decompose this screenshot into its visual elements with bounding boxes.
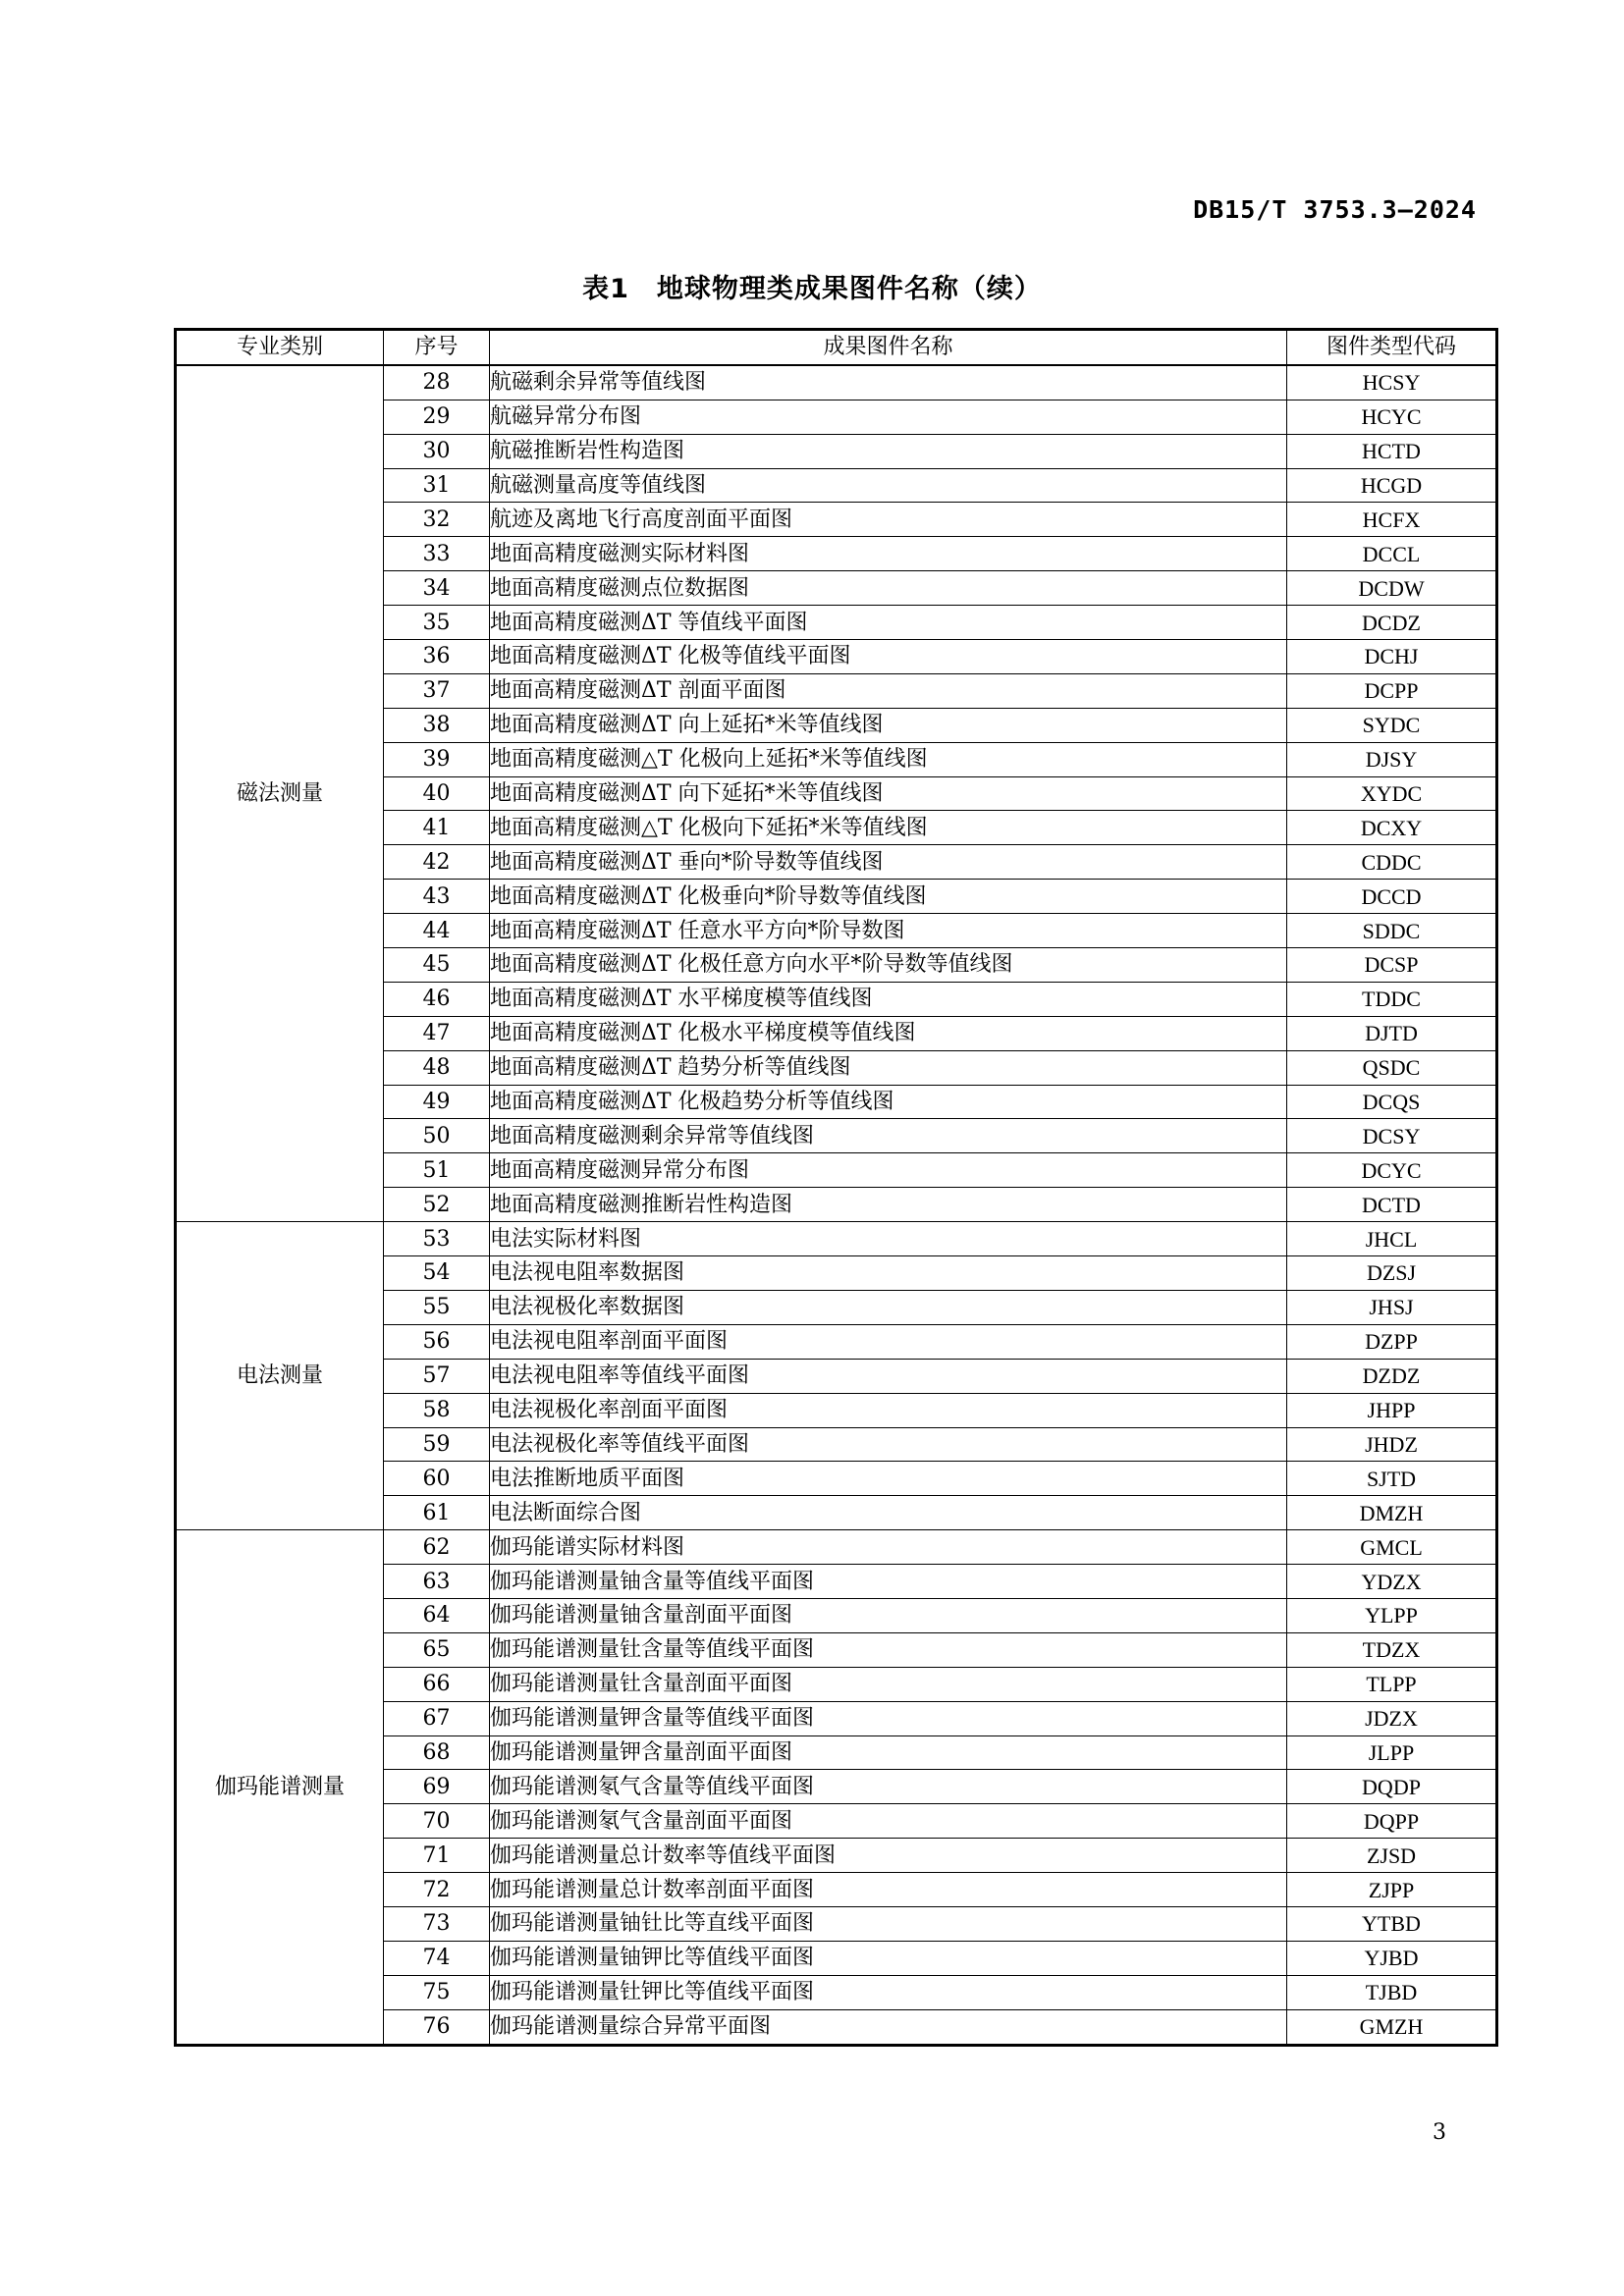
figure-name-cell: 电法视极化率剖面平面图: [490, 1393, 1287, 1427]
category-cell: 伽玛能谱测量: [176, 1530, 384, 2045]
figure-name-cell: 航磁剩余异常等值线图: [490, 365, 1287, 400]
type-code-cell: DZDZ: [1287, 1359, 1497, 1393]
type-code-cell: DJSY: [1287, 742, 1497, 776]
type-code-cell: DMZH: [1287, 1496, 1497, 1530]
figure-name-cell: 电法视电阻率数据图: [490, 1256, 1287, 1291]
figure-name-cell: 地面高精度磁测点位数据图: [490, 571, 1287, 606]
figure-name-cell: 航迹及离地飞行高度剖面平面图: [490, 503, 1287, 537]
type-code-cell: DZSJ: [1287, 1256, 1497, 1291]
figure-name-cell: 地面高精度磁测ΔT 趋势分析等值线图: [490, 1050, 1287, 1085]
type-code-cell: YLPP: [1287, 1598, 1497, 1632]
figure-name-cell: 伽玛能谱测量钍钾比等值线平面图: [490, 1975, 1287, 2009]
row-number-cell: 45: [384, 948, 490, 983]
table-title-text: 地球物理类成果图件名称（续）: [656, 274, 1042, 304]
type-code-cell: DCPP: [1287, 673, 1497, 708]
row-number-cell: 43: [384, 880, 490, 914]
type-code-cell: YJBD: [1287, 1941, 1497, 1975]
row-number-cell: 40: [384, 776, 490, 811]
row-number-cell: 49: [384, 1085, 490, 1119]
table-label: 表1: [582, 274, 629, 304]
type-code-cell: DCDZ: [1287, 606, 1497, 640]
row-number-cell: 52: [384, 1188, 490, 1222]
row-number-cell: 64: [384, 1598, 490, 1632]
figure-name-cell: 地面高精度磁测ΔT 等值线平面图: [490, 606, 1287, 640]
type-code-cell: HCYC: [1287, 400, 1497, 434]
row-number-cell: 70: [384, 1804, 490, 1839]
figure-name-cell: 地面高精度磁测实际材料图: [490, 537, 1287, 571]
type-code-cell: DCSY: [1287, 1119, 1497, 1153]
type-code-cell: SJTD: [1287, 1462, 1497, 1496]
figure-name-cell: 电法视极化率等值线平面图: [490, 1427, 1287, 1462]
type-code-cell: ZJSD: [1287, 1839, 1497, 1873]
figure-name-cell: 航磁测量高度等值线图: [490, 468, 1287, 503]
row-number-cell: 53: [384, 1222, 490, 1256]
row-number-cell: 55: [384, 1290, 490, 1324]
figure-name-cell: 伽玛能谱测量铀钍比等直线平面图: [490, 1906, 1287, 1941]
row-number-cell: 34: [384, 571, 490, 606]
row-number-cell: 42: [384, 845, 490, 880]
type-code-cell: TJBD: [1287, 1975, 1497, 2009]
row-number-cell: 58: [384, 1393, 490, 1427]
type-code-cell: DCCL: [1287, 537, 1497, 571]
table-row: [176, 365, 1497, 400]
row-number-cell: 46: [384, 982, 490, 1016]
table-header-row: [176, 330, 1497, 365]
figure-name-cell: 电法视电阻率等值线平面图: [490, 1359, 1287, 1393]
table-row: [176, 1222, 1497, 1256]
type-code-cell: JLPP: [1287, 1735, 1497, 1770]
row-number-cell: 28: [384, 365, 490, 400]
figure-name-cell: 航磁推断岩性构造图: [490, 434, 1287, 468]
row-number-cell: 30: [384, 434, 490, 468]
page-number: 3: [1433, 2120, 1446, 2145]
figure-name-cell: 伽玛能谱测量综合异常平面图: [490, 2009, 1287, 2045]
row-number-cell: 51: [384, 1153, 490, 1188]
type-code-cell: HCSY: [1287, 365, 1497, 400]
type-code-cell: HCTD: [1287, 434, 1497, 468]
row-number-cell: 36: [384, 640, 490, 674]
type-code-cell: DCSP: [1287, 948, 1497, 983]
row-number-cell: 59: [384, 1427, 490, 1462]
column-header-figure-name: 成果图件名称: [490, 330, 1287, 365]
column-header-type-code: 图件类型代码: [1287, 330, 1497, 365]
type-code-cell: SDDC: [1287, 914, 1497, 948]
category-cell: 磁法测量: [176, 365, 384, 1222]
type-code-cell: DQDP: [1287, 1770, 1497, 1804]
row-number-cell: 41: [384, 811, 490, 845]
type-code-cell: GMCL: [1287, 1530, 1497, 1565]
type-code-cell: GMZH: [1287, 2009, 1497, 2045]
row-number-cell: 32: [384, 503, 490, 537]
type-code-cell: SYDC: [1287, 708, 1497, 742]
row-number-cell: 44: [384, 914, 490, 948]
type-code-cell: DCHJ: [1287, 640, 1497, 674]
row-number-cell: 71: [384, 1839, 490, 1873]
figure-name-cell: 伽玛能谱测量钾含量剖面平面图: [490, 1735, 1287, 1770]
row-number-cell: 68: [384, 1735, 490, 1770]
figure-name-cell: 伽玛能谱测量铀钾比等值线平面图: [490, 1941, 1287, 1975]
table-row: [176, 1530, 1497, 1565]
figure-name-cell: 地面高精度磁测ΔT 化极等值线平面图: [490, 640, 1287, 674]
type-code-cell: DCCD: [1287, 880, 1497, 914]
type-code-cell: JHCL: [1287, 1222, 1497, 1256]
document-code: DB15/T 3753.3—2024: [1193, 195, 1477, 224]
figure-name-cell: 地面高精度磁测剩余异常等值线图: [490, 1119, 1287, 1153]
figure-name-cell: 伽玛能谱测量钍含量等值线平面图: [490, 1632, 1287, 1667]
figure-names-table: [174, 328, 1498, 2047]
figure-name-cell: 地面高精度磁测ΔT 向上延拓*米等值线图: [490, 708, 1287, 742]
type-code-cell: JHDZ: [1287, 1427, 1497, 1462]
type-code-cell: HCFX: [1287, 503, 1497, 537]
figure-name-cell: 伽玛能谱实际材料图: [490, 1530, 1287, 1565]
column-header-number: 序号: [384, 330, 490, 365]
row-number-cell: 76: [384, 2009, 490, 2045]
row-number-cell: 67: [384, 1701, 490, 1735]
type-code-cell: DCTD: [1287, 1188, 1497, 1222]
type-code-cell: TDDC: [1287, 982, 1497, 1016]
figure-name-cell: 地面高精度磁测ΔT 剖面平面图: [490, 673, 1287, 708]
row-number-cell: 62: [384, 1530, 490, 1565]
type-code-cell: QSDC: [1287, 1050, 1497, 1085]
row-number-cell: 39: [384, 742, 490, 776]
row-number-cell: 60: [384, 1462, 490, 1496]
figure-name-cell: 电法断面综合图: [490, 1496, 1287, 1530]
type-code-cell: CDDC: [1287, 845, 1497, 880]
row-number-cell: 74: [384, 1941, 490, 1975]
row-number-cell: 56: [384, 1324, 490, 1359]
type-code-cell: XYDC: [1287, 776, 1497, 811]
figure-name-cell: 地面高精度磁测ΔT 化极水平梯度模等值线图: [490, 1016, 1287, 1050]
table-title: [0, 267, 1624, 305]
figure-name-cell: 地面高精度磁测ΔT 任意水平方向*阶导数图: [490, 914, 1287, 948]
row-number-cell: 75: [384, 1975, 490, 2009]
figure-name-cell: 地面高精度磁测ΔT 化极垂向*阶导数等值线图: [490, 880, 1287, 914]
type-code-cell: DCDW: [1287, 571, 1497, 606]
figure-name-cell: 地面高精度磁测ΔT 化极趋势分析等值线图: [490, 1085, 1287, 1119]
figure-name-cell: 地面高精度磁测△T 化极向下延拓*米等值线图: [490, 811, 1287, 845]
figure-name-cell: 地面高精度磁测推断岩性构造图: [490, 1188, 1287, 1222]
figure-name-cell: 地面高精度磁测△T 化极向上延拓*米等值线图: [490, 742, 1287, 776]
row-number-cell: 65: [384, 1632, 490, 1667]
type-code-cell: TDZX: [1287, 1632, 1497, 1667]
row-number-cell: 66: [384, 1667, 490, 1701]
type-code-cell: DQPP: [1287, 1804, 1497, 1839]
row-number-cell: 47: [384, 1016, 490, 1050]
row-number-cell: 63: [384, 1565, 490, 1599]
figure-name-cell: 电法视电阻率剖面平面图: [490, 1324, 1287, 1359]
type-code-cell: DJTD: [1287, 1016, 1497, 1050]
row-number-cell: 31: [384, 468, 490, 503]
figure-name-cell: 航磁异常分布图: [490, 400, 1287, 434]
type-code-cell: YTBD: [1287, 1906, 1497, 1941]
figure-name-cell: 伽玛能谱测氡气含量等值线平面图: [490, 1770, 1287, 1804]
figure-name-cell: 电法视极化率数据图: [490, 1290, 1287, 1324]
type-code-cell: DCXY: [1287, 811, 1497, 845]
row-number-cell: 54: [384, 1256, 490, 1291]
figure-name-cell: 电法推断地质平面图: [490, 1462, 1287, 1496]
figure-name-cell: 伽玛能谱测氡气含量剖面平面图: [490, 1804, 1287, 1839]
row-number-cell: 37: [384, 673, 490, 708]
type-code-cell: YDZX: [1287, 1565, 1497, 1599]
row-number-cell: 38: [384, 708, 490, 742]
figure-name-cell: 伽玛能谱测量钍含量剖面平面图: [490, 1667, 1287, 1701]
type-code-cell: ZJPP: [1287, 1873, 1497, 1907]
type-code-cell: DCYC: [1287, 1153, 1497, 1188]
figure-name-cell: 伽玛能谱测量铀含量剖面平面图: [490, 1598, 1287, 1632]
table-body: [176, 365, 1497, 2045]
column-header-category: 专业类别: [176, 330, 384, 365]
row-number-cell: 33: [384, 537, 490, 571]
figure-name-cell: 地面高精度磁测ΔT 向下延拓*米等值线图: [490, 776, 1287, 811]
type-code-cell: JDZX: [1287, 1701, 1497, 1735]
row-number-cell: 35: [384, 606, 490, 640]
figure-name-cell: 地面高精度磁测异常分布图: [490, 1153, 1287, 1188]
row-number-cell: 29: [384, 400, 490, 434]
figure-name-cell: 电法实际材料图: [490, 1222, 1287, 1256]
type-code-cell: TLPP: [1287, 1667, 1497, 1701]
figure-name-cell: 伽玛能谱测量钾含量等值线平面图: [490, 1701, 1287, 1735]
figure-name-cell: 伽玛能谱测量总计数率剖面平面图: [490, 1873, 1287, 1907]
row-number-cell: 72: [384, 1873, 490, 1907]
row-number-cell: 61: [384, 1496, 490, 1530]
figure-name-cell: 伽玛能谱测量铀含量等值线平面图: [490, 1565, 1287, 1599]
type-code-cell: JHPP: [1287, 1393, 1497, 1427]
type-code-cell: JHSJ: [1287, 1290, 1497, 1324]
row-number-cell: 73: [384, 1906, 490, 1941]
row-number-cell: 48: [384, 1050, 490, 1085]
figure-name-cell: 地面高精度磁测ΔT 水平梯度模等值线图: [490, 982, 1287, 1016]
type-code-cell: DCQS: [1287, 1085, 1497, 1119]
row-number-cell: 57: [384, 1359, 490, 1393]
row-number-cell: 50: [384, 1119, 490, 1153]
figure-name-cell: 地面高精度磁测ΔT 化极任意方向水平*阶导数等值线图: [490, 948, 1287, 983]
row-number-cell: 69: [384, 1770, 490, 1804]
figure-name-cell: 地面高精度磁测ΔT 垂向*阶导数等值线图: [490, 845, 1287, 880]
category-cell: 电法测量: [176, 1222, 384, 1530]
type-code-cell: DZPP: [1287, 1324, 1497, 1359]
type-code-cell: HCGD: [1287, 468, 1497, 503]
figure-name-cell: 伽玛能谱测量总计数率等值线平面图: [490, 1839, 1287, 1873]
